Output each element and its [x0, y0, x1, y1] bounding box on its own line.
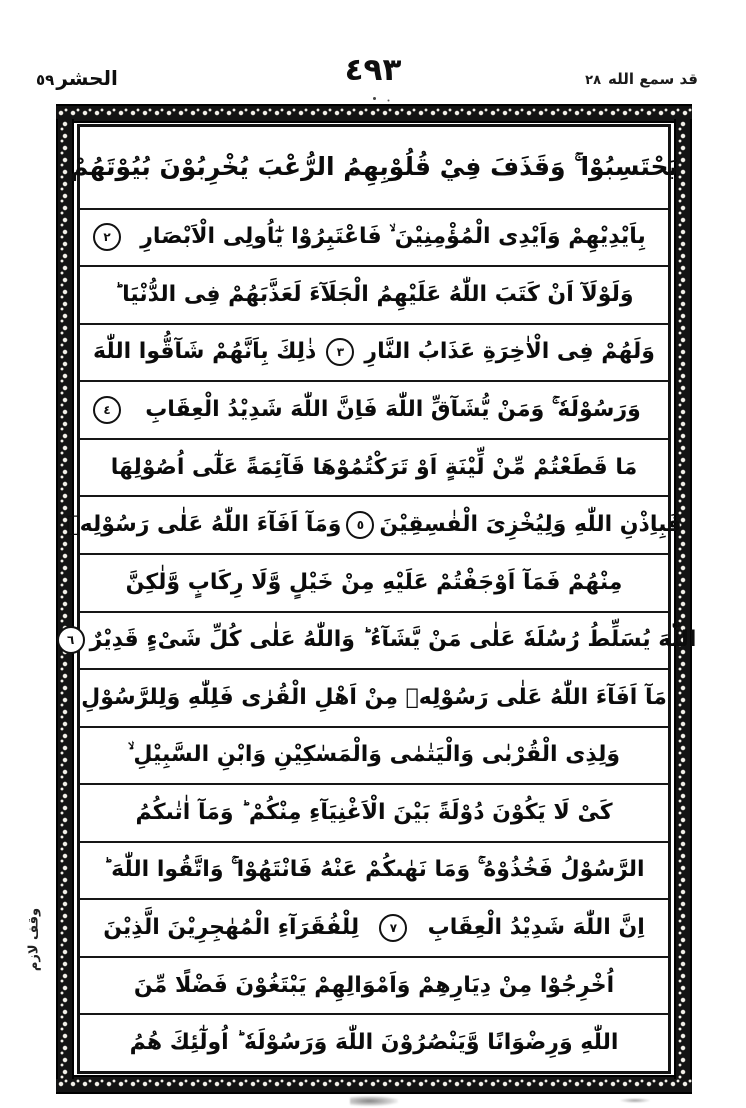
ayah-marker: ٤: [93, 396, 121, 424]
quran-text: الرَّسُوْلُ فَخُذُوْهُ ۚ وَمَا نَهٰىكُمْ عَنْهُ فَانْتَهُوْا ۚ وَاتَّقُوا اللّٰهَ ؕ: [103, 857, 645, 883]
quran-line-row: [80, 785, 668, 843]
quran-text: مِنْهُمْ فَمَآ اَوْجَفْتُمْ عَلَيْهِ مِنْ خَيْلٍ وَّلَا رِكَابٍ وَّلٰكِنَّ: [125, 569, 623, 595]
ornament-band-top: [56, 104, 692, 123]
quran-text: مَآ اَفَآءَ اللّٰهُ عَلٰى رَسُوْلِهٖ مِنْ اَهْلِ الْقُرٰى فَلِلّٰهِ وَلِلرَّسُوْلِ: [81, 684, 667, 710]
ayah-marker: ٦: [57, 626, 85, 654]
quran-line-row: [70, 127, 678, 210]
ayah-marker: ٢: [93, 223, 121, 251]
quran-text: وَلَوْلَآ اَنْ كَتَبَ اللّٰهُ عَلَيْهِمُ الْجَلَآءَ لَعَذَّبَهُمْ فِى الدُّنْيَا ؕ: [114, 281, 634, 307]
ornament-band-right: [674, 119, 692, 1079]
quran-text: ذٰلِكَ بِاَنَّهُمْ شَآقُّوا اللّٰهَ: [93, 339, 317, 365]
quran-frame: [56, 104, 697, 1094]
ayah-marker: ٧: [379, 914, 407, 942]
surah-header: [36, 66, 118, 90]
juz-label: قد سمع الله: [608, 70, 698, 88]
text-area: [66, 124, 697, 1074]
quran-line-row: [80, 670, 668, 728]
bottom-smudge-mark: [350, 1096, 398, 1106]
quran-text: اللّٰهَ يُسَلِّطُ رُسُلَهٗ عَلٰى مَنْ يَّشَآءُ ؕ وَاللّٰهُ عَلٰى كُلِّ شَىْءٍ قَدِيْرٌ: [89, 627, 697, 653]
juz-number: ٢٨: [585, 73, 602, 88]
quran-line-row: [80, 325, 668, 383]
ornament-band-left: [56, 119, 74, 1079]
quran-line-row: [80, 382, 668, 440]
quran-line-row: [80, 843, 668, 901]
quran-line-row: [80, 210, 668, 268]
quran-text: وَلِذِى الْقُرْبٰى وَالْيَتٰمٰى وَالْمَسٰكِيْنِ وَابْنِ السَّبِيْلِ ۙ: [127, 742, 621, 768]
quran-line-row: [80, 958, 668, 1016]
quran-line-row: [66, 497, 682, 555]
waqf-margin-note: وقف لازم: [26, 907, 42, 972]
quran-text: مَا قَطَعْتُمْ مِّنْ لِّيْنَةٍ اَوْ تَرَكْتُمُوْهَا قَآئِمَةً عَلٰٓى اُصُوْلِهَا: [110, 454, 638, 480]
quran-text: اُخْرِجُوْا مِنْ دِيَارِهِمْ وَاَمْوَالِهِمْ يَبْتَغُوْنَ فَضْلًا مِّنَ: [133, 972, 615, 998]
bottom-smudge-mark-small: [620, 1098, 650, 1103]
page-number: ٤٩٣: [344, 52, 402, 88]
quran-line-row: [80, 1015, 668, 1071]
quran-text: لِلْفُقَرَآءِ الْمُهٰجِرِيْنَ الَّذِيْنَ: [103, 915, 360, 941]
quran-text: اللّٰهِ وَرِضْوَانًا وَّيَنْصُرُوْنَ اللّٰهَ وَرَسُوْلَهٗ ؕ اُولٰٓئِكَ هُمُ: [129, 1030, 619, 1056]
quran-text: فَبِاِذْنِ اللّٰهِ وَلِيُخْزِىَ الْفٰسِقِيْنَ: [379, 512, 682, 538]
surah-label: الحشر: [56, 66, 118, 90]
quran-line-row: [80, 267, 668, 325]
quran-line-row: [66, 613, 697, 671]
quran-line-row: [80, 900, 668, 958]
quran-text: يَحْتَسِبُوْا ۚ وَقَذَفَ فِيْ قُلُوْبِهِمُ الرُّعْبَ يُخْرِبُوْنَ بُيُوْتَهُمْ: [70, 151, 678, 181]
quran-text: بِاَيْدِيْهِمْ وَاَيْدِى الْمُؤْمِنِيْنَ ۙ فَاعْتَبِرُوْا يٰٓاُولِى الْاَبْصَارِ: [140, 224, 646, 250]
quran-line-row: [80, 728, 668, 786]
quran-text: وَمَآ اَفَآءَ اللّٰهُ عَلٰى رَسُوْلِهٖ: [66, 512, 342, 538]
quran-line-row: [80, 555, 668, 613]
ayah-marker: ٣: [326, 338, 354, 366]
quran-text: وَرَسُوْلَهٗ ۚ وَمَنْ يُّشَآقِّ اللّٰهَ فَاِنَّ اللّٰهَ شَدِيْدُ الْعِقَابِ: [145, 396, 641, 422]
quran-text: اِنَّ اللّٰهَ شَدِيْدُ الْعِقَابِ: [427, 915, 645, 941]
surah-number: ٥٩: [36, 71, 55, 89]
quran-text: وَلَهُمْ فِى الْاٰخِرَةِ عَذَابُ النَّارِ: [364, 339, 655, 365]
quran-line-row: [80, 440, 668, 498]
ornament-band-bottom: [56, 1075, 692, 1094]
ayah-marker: ٥: [346, 511, 374, 539]
page-number-dots-decoration: [373, 97, 376, 100]
quran-text: كَىْ لَا يَكُوْنَ دُوْلَةً بَيْنَ الْاَغْنِيَآءِ مِنْكُمْ ؕ وَمَآ اٰتٰىكُمُ: [135, 799, 613, 825]
